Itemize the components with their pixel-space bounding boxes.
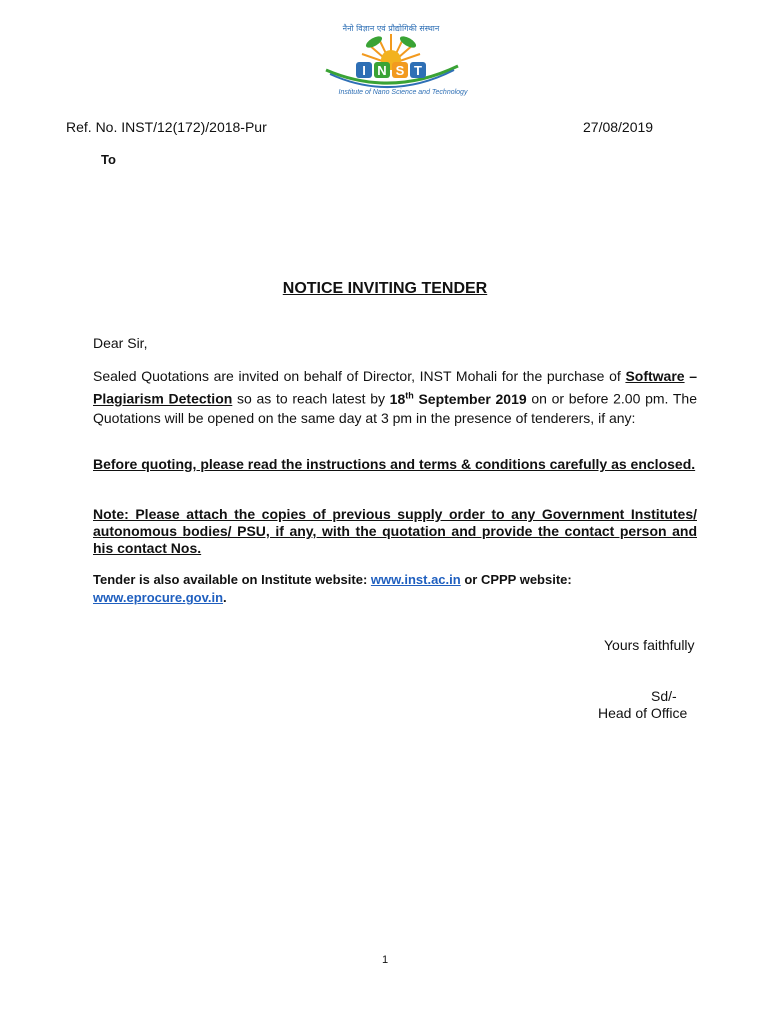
svg-text:नैनो विज्ञान एवं प्रौद्योगिकी: नैनो विज्ञान एवं प्रौद्योगिकी संस्थान bbox=[342, 24, 440, 33]
institute-logo bbox=[308, 20, 474, 96]
svg-text:I: I bbox=[362, 63, 366, 78]
institute-website-link[interactable]: www.inst.ac.in bbox=[370, 572, 461, 587]
svg-text:T: T bbox=[414, 63, 422, 78]
cppp-website-link[interactable]: www.eprocure.gov.in bbox=[93, 590, 224, 605]
deadline-date: 18th September 2019 bbox=[389, 390, 527, 407]
svg-text:Institute of Nano Science and: Institute of Nano Science and Technology bbox=[338, 89, 468, 96]
signature-sd: Sd/- bbox=[651, 688, 677, 704]
svg-text:N: N bbox=[377, 63, 387, 78]
invitation-paragraph: Sealed Quotations are invited on behalf of Director, INST Mohali for the purchase of Software – Plagiarism Detection so as to reach latest by 18th September 2019 on or before 2.00 pm. The Quotations will be opened on the same day at 3 pm in the presence of tenderers, if any: bbox=[93, 368, 697, 426]
svg-text:S: S bbox=[395, 63, 405, 78]
letter-date: 27/08/2019 bbox=[583, 119, 654, 135]
item-software: Software bbox=[625, 368, 685, 384]
page-title: NOTICE INVITING TENDER bbox=[282, 280, 488, 297]
availability-notice: Tender is also available on Institute website: www.inst.ac.in or CPPP website: www.eprocure.gov.in. bbox=[93, 572, 572, 605]
closing-yours-faithfully: Yours faithfully bbox=[604, 637, 695, 653]
reference-number: Ref. No. INST/12(172)/2018-Pur bbox=[66, 119, 267, 135]
salutation: Dear Sir, bbox=[93, 335, 148, 351]
signatory-title: Head of Office bbox=[598, 705, 688, 721]
instructions-notice: Before quoting, please read the instructions and terms & conditions carefully as enclosed. bbox=[93, 456, 696, 472]
page-number: 1 bbox=[381, 954, 389, 966]
item-plagiarism-detection: Plagiarism Detection bbox=[93, 390, 233, 407]
addressee-label: To bbox=[101, 152, 116, 167]
attachment-note: Note: Please attach the copies of previous supply order to any Government Institutes/ autonomous bodies/ PSU, if any, with the quotation and provide the contact person and his contact Nos. bbox=[93, 506, 697, 556]
